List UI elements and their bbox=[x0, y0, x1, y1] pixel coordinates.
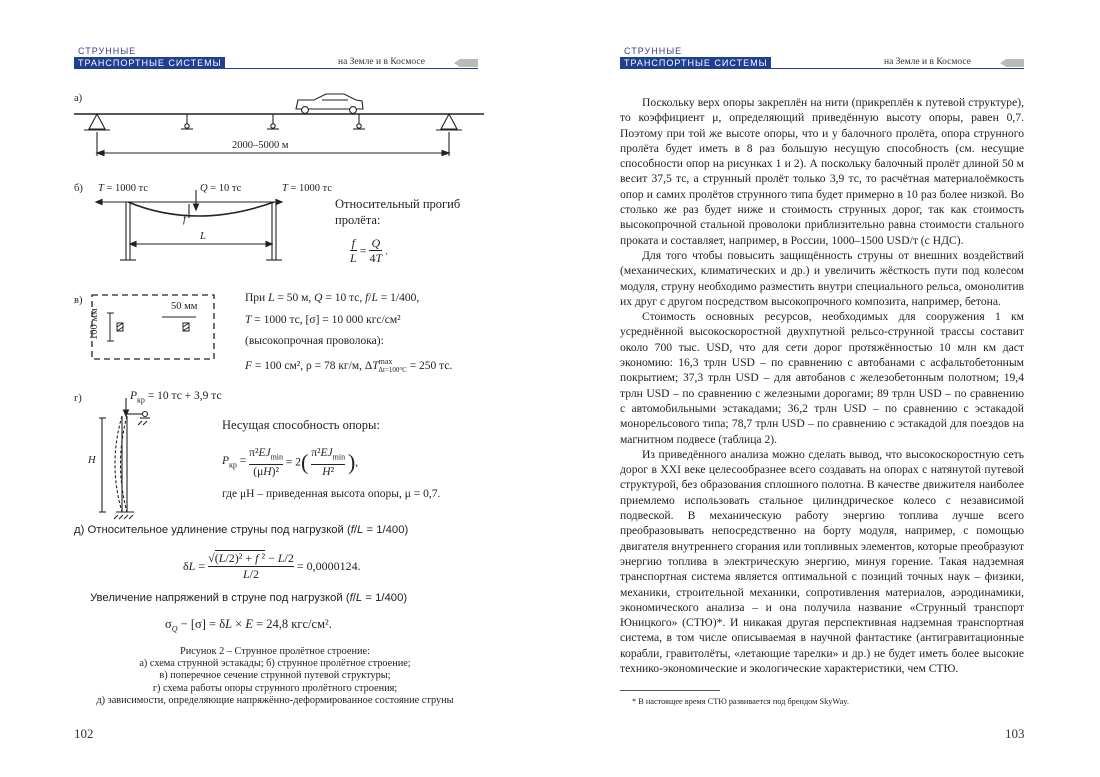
panel-label-b: б) bbox=[74, 183, 83, 194]
caption-line: д) зависимости, определяющие напряжённо-деформированное состояние струны bbox=[96, 694, 454, 706]
header-subtitle: на Земле и в Космосе bbox=[338, 57, 425, 67]
critical-load-label: $P_{кр} = 10$ тс + 3,9 тс bbox=[130, 390, 222, 405]
footnote: * В настоящее время СТЮ развивается под брендом SkyWay. bbox=[632, 697, 849, 706]
cross-section-width-label: 50 мм bbox=[171, 301, 198, 312]
paragraph: Из приведённого анализа можно сделать вывод, что высокоскоростную сеть дорог в XXI веке целесообразнее всего создавать на опорах с натянутой путевой структурой, без образования сплошного полотна. В качестве движителя наиболее приемлемо использовать стальное цилиндрическое колесо с независимой подвеской. В механическую работу энергию топлива лучше всего преобразовывать непосредственно на борту модуля, например, с помощью двигателя внутреннего сгорания или топливных элементов, которые преобразуют энергию топлива в электрическую энергию, минуя горение. Такая надземная транспортная система является оптимальной с позиций точных наук – физики, механики, строительной механики, сопротивления материалов, аэродинамики, экономического анализа – и она получила название «Струнный транспорт Юницкого» (СТЮ)*. И никакая другая перспективная надземная транспортная система, в том числе описываемая в научной фантастике (антигравитационные корабли, гравитолёты, «летающие тарелки» и др.) не будет иметь более высокие технико-экономические и экологические характеристики, чем СТЮ. bbox=[620, 447, 1024, 675]
section-params-line-4: F = 100 см², ρ = 78 кг/м, $\Delta T^{max}_{\Delta t=100^\circ C} = 250$ тс. bbox=[245, 357, 453, 375]
elongation-title: д) Относительное удлинение струны под нагрузкой (f/L = 1/400) bbox=[74, 524, 409, 536]
footnote-rule bbox=[620, 690, 720, 691]
header-title-top-right: СТРУННЫЕ bbox=[624, 46, 683, 56]
panel-label-a: а) bbox=[74, 93, 83, 104]
stress-increase-title: Увеличение напряжений в струне под нагрузкой (f/L = 1/400) bbox=[90, 592, 408, 604]
header-title-band-right: ТРАНСПОРТНЫЕ СИСТЕМЫ >> bbox=[620, 57, 771, 69]
deflection-f-label: f bbox=[183, 214, 186, 225]
elongation-formula: δL = √(L/2)² + f ² − L/2 L/2 = 0,0000124. bbox=[183, 551, 361, 581]
section-params-line-1: При L = 50 м, Q = 10 тс, f/L = 1/400, bbox=[245, 292, 420, 304]
relative-deflection-title-1: Относительный прогиб bbox=[335, 197, 461, 211]
bearing-capacity-title: Несущая способность опоры: bbox=[222, 418, 380, 432]
panel-label-g: г) bbox=[74, 393, 82, 404]
right-page-body bbox=[620, 95, 1024, 676]
vehicle-icon bbox=[296, 94, 363, 113]
section-params-line-2: T = 1000 тс, [σ] = 10 000 кгс/см² bbox=[245, 314, 401, 326]
cross-section-height-label: 100 мм bbox=[89, 308, 100, 340]
header-arrow-icon bbox=[454, 59, 478, 67]
figure-caption bbox=[73, 646, 477, 707]
page-number-left: 102 bbox=[74, 726, 94, 741]
figure-g-support-diagram bbox=[92, 394, 162, 520]
paragraph: Стоимость основных ресурсов, необходимых для сооружения 1 км усреднённой высокоскоростной двухпутной рельсо-струнной трассы составит около 700 тыс. USD, что для сети дорог протяжённостью 10 млн км даст экономию: 16,3 трлн USD – по сравнению с автобанами с асфальтобетонным покрытием; 37,3 трлн USD – для автобанов с железобетонным полотном; 19,4 трлн USD – по сравнению с железными дорогами; 89 трлн USD – по сравнению с автомобильными эстакадами; 36,2 трлн USD – по сравнению с эстакадой монорельсового типа; 78,7 трлн USD – по сравнению с эстакадой для поездов на магнитном подвесе (таблица 2). bbox=[620, 310, 1024, 446]
page-number-right: 103 bbox=[1005, 726, 1025, 741]
reduced-height-note: где μH – приведенная высота опоры, μ = 0,7. bbox=[222, 488, 441, 500]
tension-right-label: T = 1000 тс bbox=[282, 183, 333, 194]
tension-left-label: T = 1000 тс bbox=[98, 183, 149, 194]
caption-line: в) поперечное сечение струнной путевой структуры; bbox=[159, 670, 391, 682]
header-arrow-icon-right bbox=[1000, 59, 1024, 67]
paragraph: Поскольку верх опоры закреплён на нити (прикреплён к путевой структуре), то коэффициент μ, определяющий приведённую высоту опоры, равен 0,7. Поэтому при той же высоте опоры, что и у балочного пролёта, опора струнного пролёта будет иметь в 8 раз большую несущую способность (см. несущие способности опор на рисунках 1 и 2). А поскольку балочный пролёт длиной 50 м весит 37,5 тс, а струнный пролёт только 3,9 тс, то расчётная материалоёмкость опор и самих пролётов струнного типа будет примерно в 10 раз более низкой. Во столько же раз будет ниже и стоимость струнных дорог, так как стоимость высокопрочной стальной проволоки приблизительно равна стоимости стального проката и составляет, например, в России, 1000–1500 USD/т (с НДС). bbox=[620, 96, 1024, 247]
header-subtitle-right: на Земле и в Космосе bbox=[884, 57, 971, 67]
span-length-label: 2000–5000 м bbox=[232, 140, 289, 151]
header-rule-right bbox=[620, 68, 1024, 69]
figure-b-span-diagram bbox=[92, 188, 322, 268]
figure-v-cross-section bbox=[90, 293, 220, 363]
header-rule bbox=[74, 68, 478, 69]
load-q-label: Q = 10 тс bbox=[200, 183, 242, 194]
caption-line: г) схема работы опоры струнного пролётного строения; bbox=[152, 682, 398, 694]
header-title-band: ТРАНСПОРТНЫЕ СИСТЕМЫ >> bbox=[74, 57, 225, 69]
section-params-line-3: (высокопрочная проволока): bbox=[245, 335, 384, 347]
relative-deflection-title-2: пролёта: bbox=[335, 213, 381, 227]
span-l-label: L bbox=[200, 231, 206, 242]
caption-line: а) схема струнной эстакады; б) струнное пролётное строение; bbox=[139, 658, 411, 670]
panel-label-v: в) bbox=[74, 295, 83, 306]
stress-increase-formula: $\sigma_Q - [\sigma] = \delta L \times E = 24,8$ кгс/см². bbox=[165, 617, 332, 634]
header-title-top: СТРУННЫЕ bbox=[78, 46, 137, 56]
caption-line: Рисунок 2 – Струнное пролётное строение: bbox=[180, 646, 370, 657]
bearing-capacity-formula: $P_{кр} = \pi^2EJ_{min}$ (μH)² = 2( $\pi^2EJ_{min}$ H² ), bbox=[222, 447, 359, 479]
paragraph: Для того чтобы повысить защищённость струны от внешних воздействий (механических, климатических и др.) и увеличить жёсткость пути под колесом модуля, струну необходимо разместить внутри специального рельса, омонолитив их друг с другом посредством высокопрочного композита, например, бетона. bbox=[620, 248, 1024, 308]
support-height-label: H bbox=[88, 455, 96, 466]
deflection-formula: $\frac{f}{L}$ = $\frac{Q}{4T}$ . bbox=[350, 236, 389, 265]
